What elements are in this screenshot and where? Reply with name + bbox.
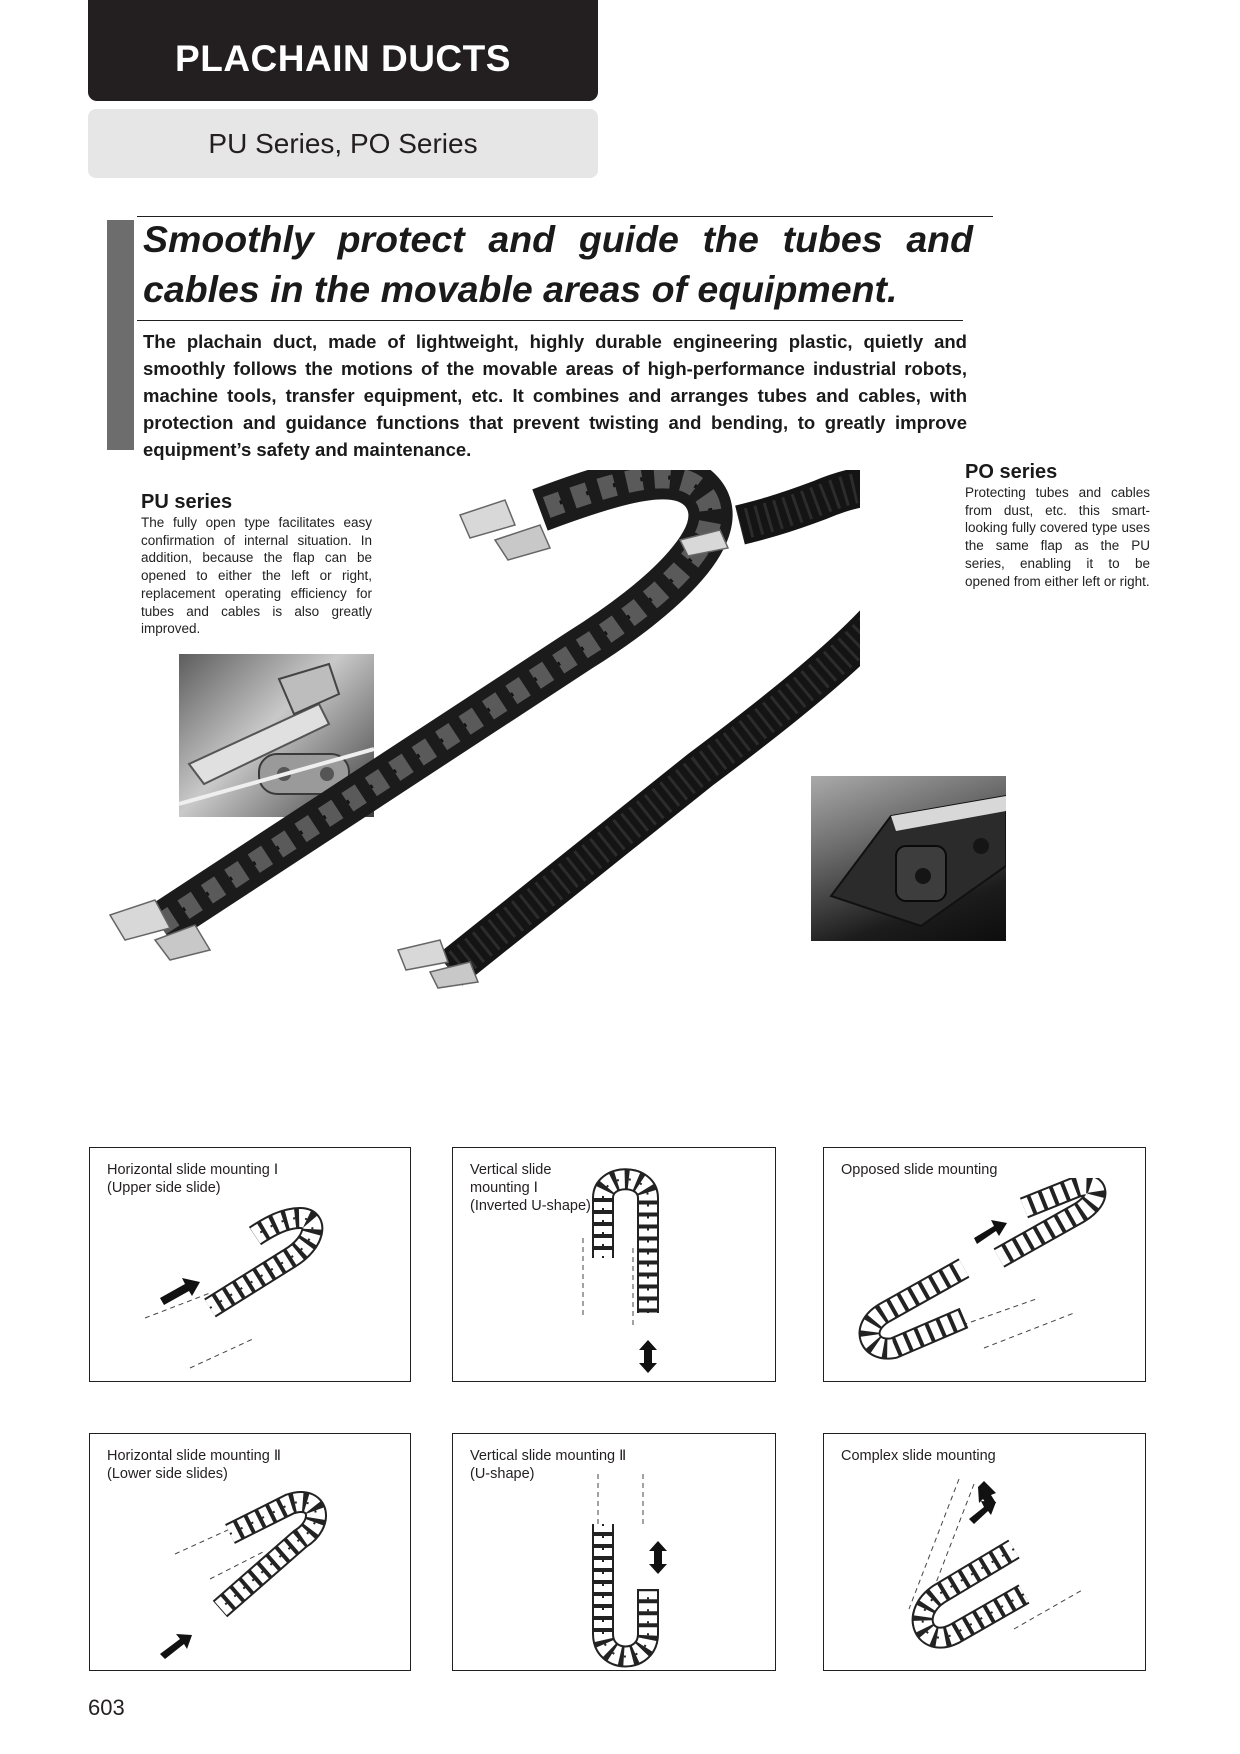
mounting-diagram bbox=[140, 1489, 370, 1669]
chain-duct-illustration bbox=[100, 470, 860, 990]
mounting-panel-horizontal-2 bbox=[89, 1433, 411, 1671]
headline-rule bbox=[137, 320, 963, 321]
pu-series-title: PU series bbox=[141, 491, 233, 513]
mounting-label: Vertical slide mounting Ⅰ (Inverted U-shape) bbox=[470, 1162, 591, 1214]
mounting-diagram bbox=[573, 1158, 693, 1378]
accent-bar bbox=[107, 220, 134, 450]
pu-open-chain bbox=[110, 477, 711, 960]
po-series-title: PO series bbox=[965, 461, 1058, 483]
title-banner bbox=[88, 0, 598, 101]
page-subtitle: PU Series, PO Series bbox=[208, 127, 478, 159]
mounting-panel-horizontal-1 bbox=[89, 1147, 411, 1382]
mounting-panel-complex bbox=[823, 1433, 1146, 1671]
mounting-label: Opposed slide mounting bbox=[841, 1162, 998, 1178]
mounting-label: Vertical slide mounting Ⅱ (U-shape) bbox=[470, 1448, 627, 1482]
po-series-description: Protecting tubes and cables from dust, etc. this smart-looking fully covered type uses the same flap as the PU series, enabling it to be opened from either left or right. bbox=[965, 485, 1150, 589]
mounting-diagram bbox=[573, 1469, 693, 1669]
mounting-panel-vertical-2 bbox=[452, 1433, 776, 1671]
subtitle-banner bbox=[88, 109, 598, 178]
page-number: 603 bbox=[88, 1695, 125, 1720]
mounting-panel-opposed bbox=[823, 1147, 1146, 1382]
mounting-panel-vertical-1 bbox=[452, 1147, 776, 1382]
mounting-label: Horizontal slide mounting Ⅱ (Lower side slides) bbox=[107, 1448, 281, 1482]
mounting-label: Horizontal slide mounting Ⅰ (Upper side slide) bbox=[107, 1162, 279, 1196]
mounting-diagram bbox=[140, 1198, 370, 1378]
mounting-label: Complex slide mounting bbox=[841, 1448, 996, 1464]
intro-paragraph: The plachain duct, made of lightweight, highly durable engineering plastic, quietly and smoothly follows the motions of the movable areas of high-performance industrial robots, machine tools, transfer equipment, etc. It combines and arranges tubes and cables, with protection and guidance functions that prevent twisting and bending, to greatly improve equipment’s safety and maintenance. bbox=[143, 331, 967, 460]
page-title: PLACHAIN DUCTS bbox=[175, 37, 511, 79]
pu-series-description: The fully open type facilitates easy confirmation of internal situation. In addition, because the flap can be opened to either the left or right, replacement operating efficiency for tubes and cables is also greatly improved. bbox=[141, 515, 372, 637]
mounting-diagram bbox=[884, 1469, 1124, 1669]
mounting-diagram bbox=[844, 1178, 1134, 1378]
headline: Smoothly protect and guide the tubes and cables in the movable areas of equipment. bbox=[143, 218, 973, 310]
